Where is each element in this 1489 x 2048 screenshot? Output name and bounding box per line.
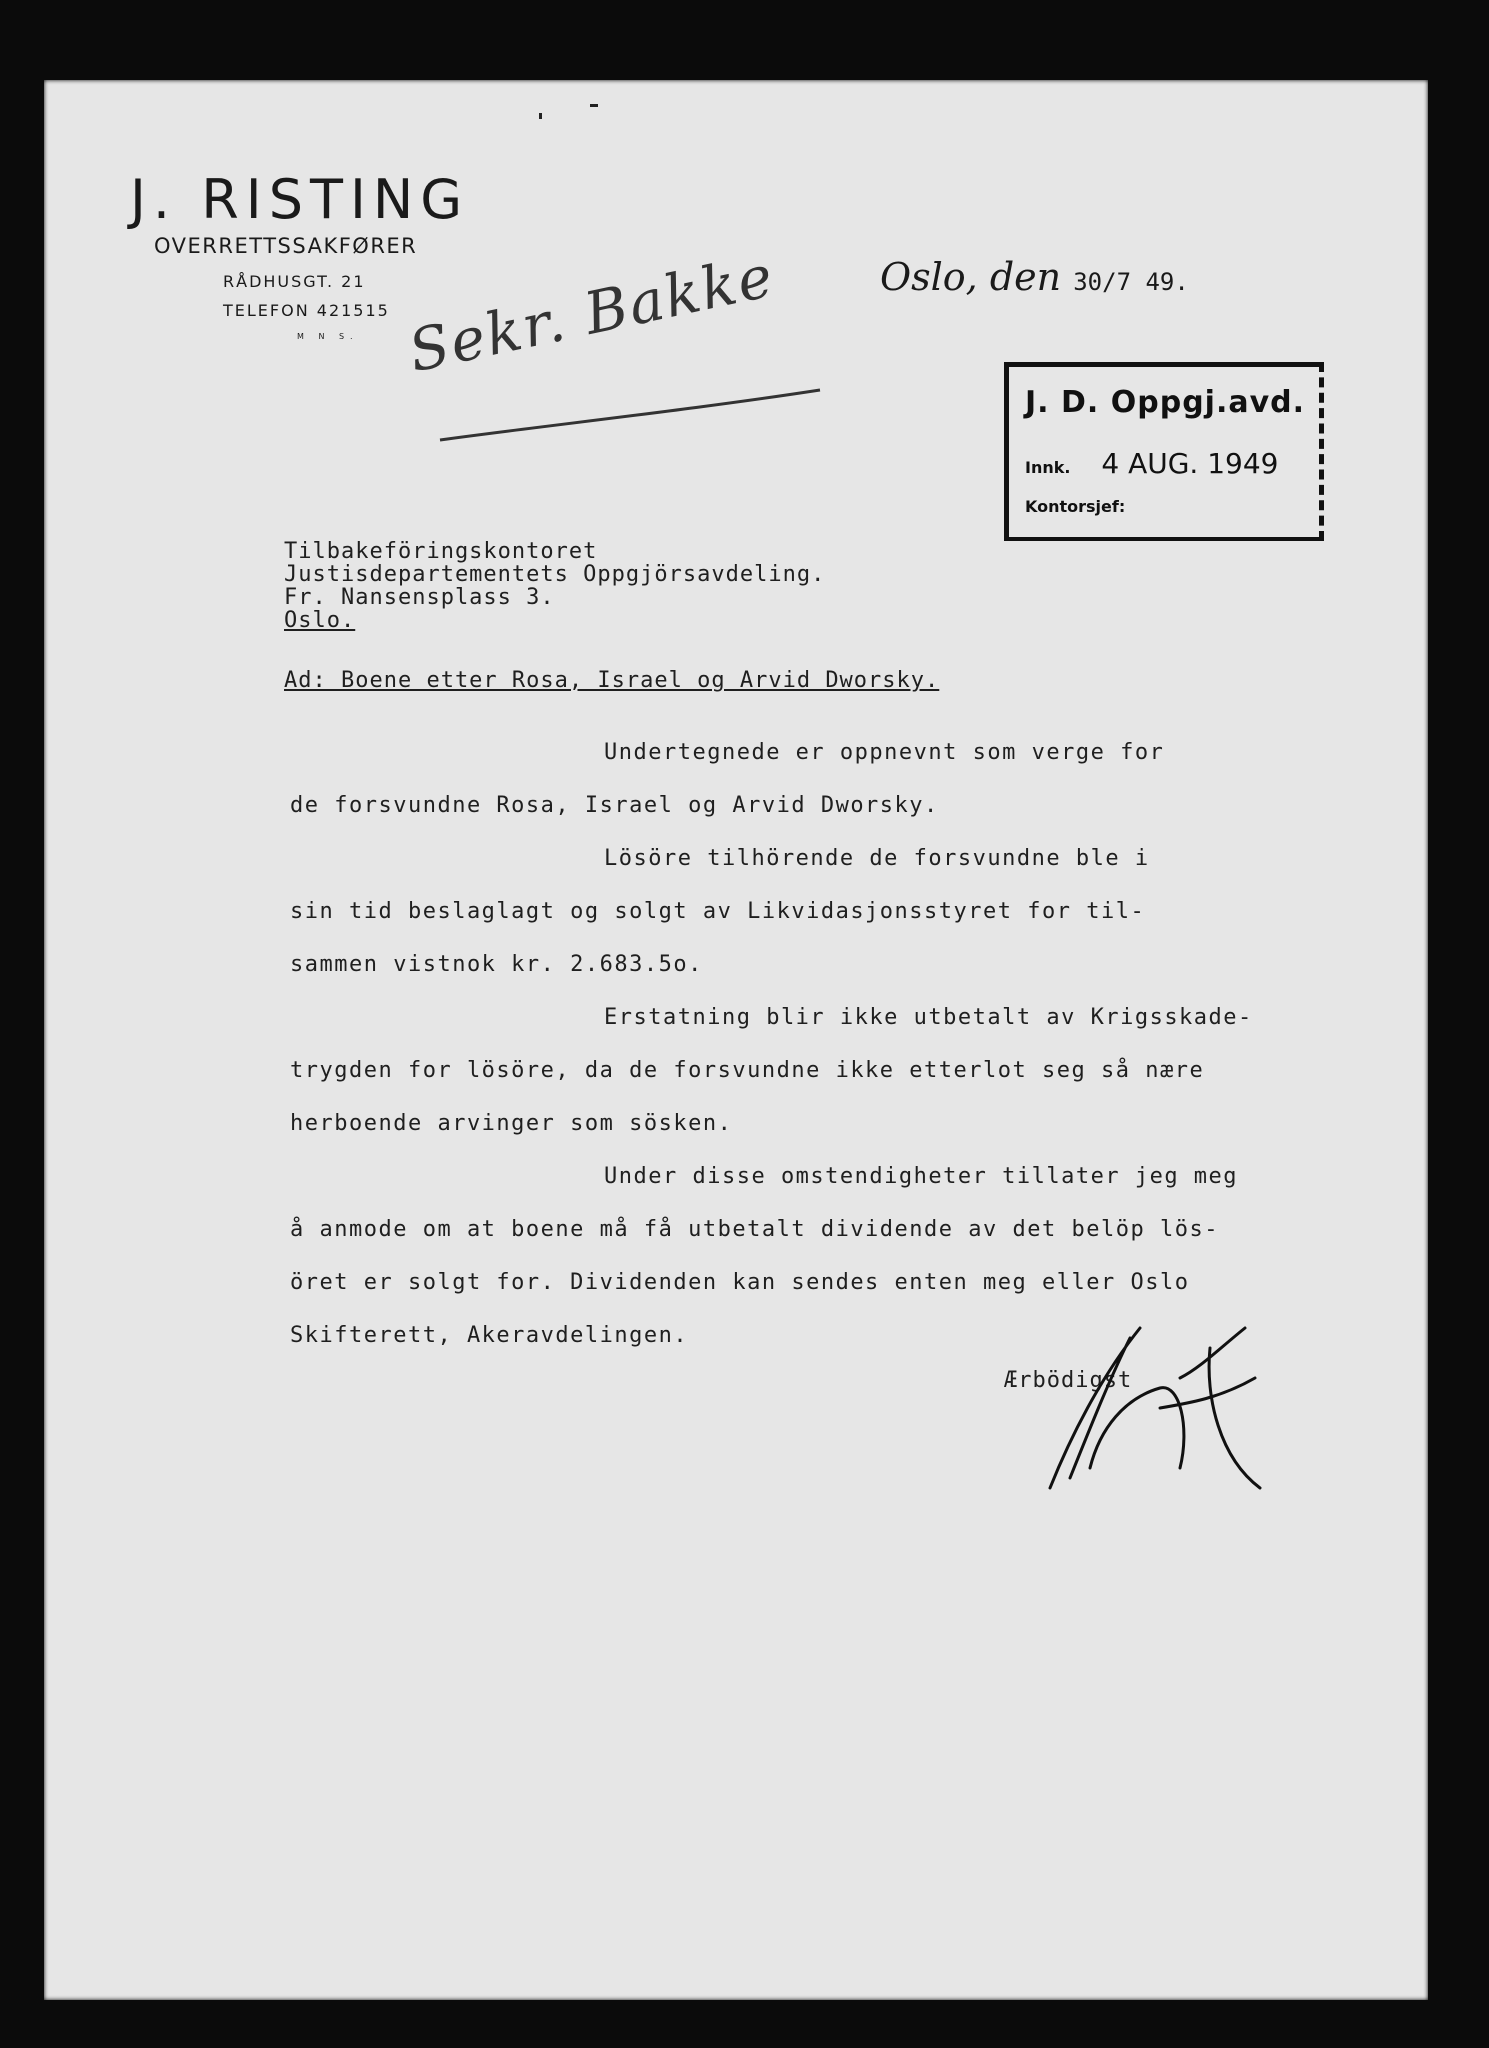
- body-line: de forsvundne Rosa, Israel og Arvid Dworsky.: [290, 793, 939, 818]
- received-stamp: [1004, 362, 1324, 541]
- recipient-line: Tilbakeföringskontoret: [284, 539, 598, 564]
- recipient-line: Oslo.: [284, 608, 356, 633]
- letterhead-address: RÅDHUSGT. 21: [223, 272, 366, 291]
- stamp-line1: J. D. Oppgj.avd.: [1025, 385, 1306, 420]
- paper-mark: [539, 113, 542, 119]
- recipient-line: Fr. Nansensplass 3.: [284, 585, 555, 610]
- body-line: Erstatning blir ikke utbetalt av Krigsskade-: [604, 1005, 1253, 1030]
- date-place: Oslo, den: [880, 255, 1062, 299]
- body-line: sin tid beslaglagt og solgt av Likvidasjonsstyret for til-: [290, 899, 1146, 924]
- signature: [1030, 1318, 1270, 1498]
- date-value: 30/7 49.: [1073, 268, 1189, 296]
- stamp-received-label: Innk.: [1025, 458, 1071, 477]
- recipient-line: Justisdepartementets Oppgjörsavdeling.: [284, 562, 826, 587]
- letterhead-title: OVERRETTSSAKFØRER: [154, 234, 418, 258]
- recipient-address: [284, 540, 825, 632]
- body-line: herboende arvinger som sösken.: [290, 1111, 733, 1136]
- letter-date: [880, 255, 1189, 299]
- letterhead-telephone: TELEFON 421515: [223, 301, 390, 320]
- letterhead-code: M N S.: [297, 332, 359, 341]
- body-line: trygden for lösöre, da de forsvundne ikke etterlot seg så nære: [290, 1058, 1205, 1083]
- body-line: sammen vistnok kr. 2.683.5o.: [290, 952, 703, 977]
- letter-subject: Ad: Boene etter Rosa, Israel og Arvid Dworsky.: [284, 668, 940, 693]
- handwritten-underline: [430, 380, 830, 460]
- letter-body: [290, 726, 1350, 1362]
- paper-mark: [590, 104, 598, 107]
- body-line: Skifterett, Akeravdelingen.: [290, 1323, 689, 1348]
- closing-text: Ærbödigst: [1004, 1368, 1133, 1393]
- body-line: å anmode om at boene må få utbetalt dividende av det belöp lös-: [290, 1217, 1219, 1242]
- stamp-received-date: 4 AUG. 1949: [1101, 447, 1279, 480]
- letterhead-name: J. RISTING: [130, 168, 470, 231]
- stamp-line3: Kontorsjef:: [1025, 497, 1126, 516]
- stamp-line2: [1025, 447, 1278, 480]
- body-line: Lösöre tilhörende de forsvundne ble i: [604, 846, 1150, 871]
- body-line: Undertegnede er oppnevnt som verge for: [604, 740, 1165, 765]
- body-line: öret er solgt for. Dividenden kan sendes enten meg eller Oslo: [290, 1270, 1190, 1295]
- handwritten-note: Sekr. Bakke: [402, 241, 781, 386]
- body-line: Under disse omstendigheter tillater jeg meg: [604, 1164, 1239, 1189]
